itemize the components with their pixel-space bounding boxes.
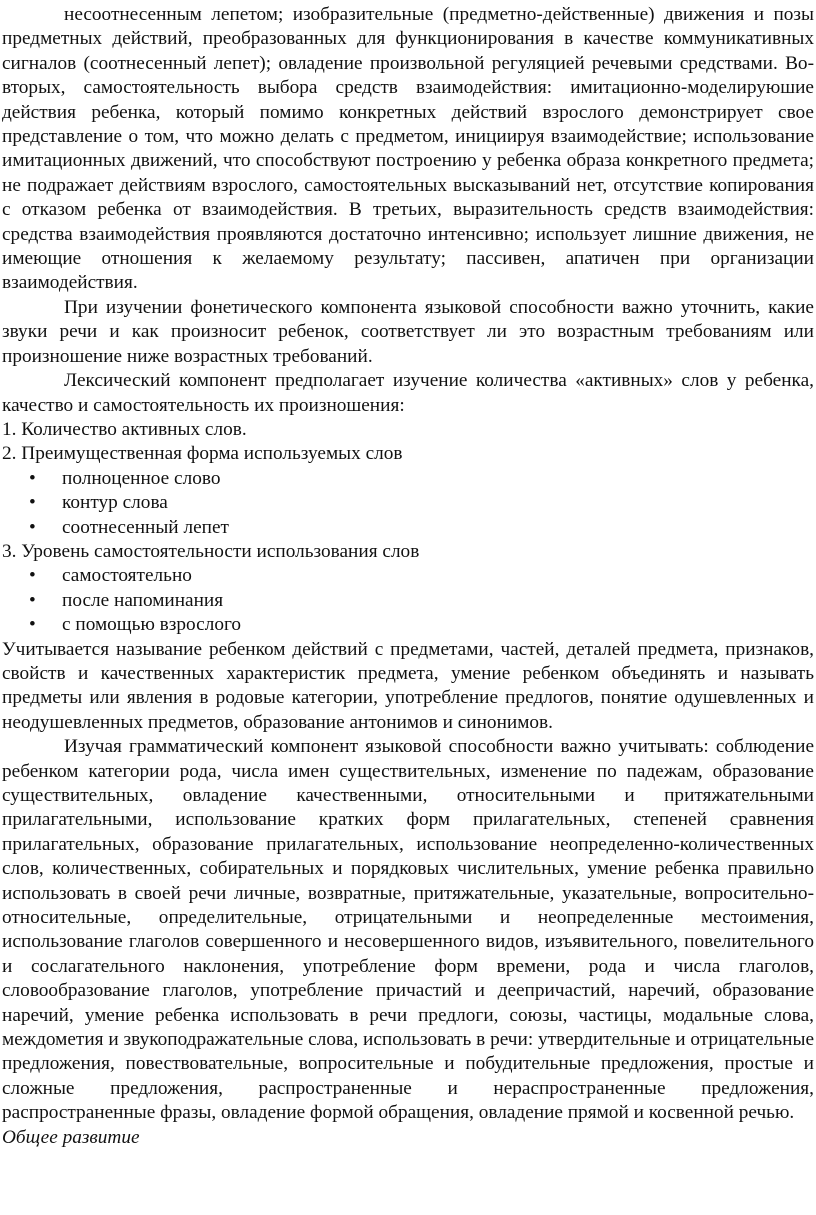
bullet-dot-icon: • [29,565,36,587]
bullet-text: с помощью взрослого [62,614,242,636]
word-form-bullet-list [2,467,814,540]
paragraph-grammatical-component: Изучая грамматический компонент языковой способности важно учитывать: соблюдение ребенком категории рода, числа имен существительных, изменение по падежам, образование существительных, овладение качественными, относительными и притяжательными прилагательными, использование кратких форм прилагательных, степеней сравнения прилагательных, образование прилагательных, использование неопределенно-количественных слов, количественных, собирательных и порядковых числительных, умение ребенка правильно использовать в своей речи личные, возвратные, притяжательные, указательные, вопросительно-относительные, определительные, отрицательными и неопределенные местоимения, использование глаголов совершенного и несовершенного видов, изъявительного, повелительного и сослагательного наклонения, употребление форм времени, рода и числа глаголов, словообразование глаголов, употребление причастий и деепричастий, наречий, образование наречий, умение ребенка использовать в речи предлоги, союзы, частицы, модальные слова, междометия и звукоподражательные слова, использовать в речи: утвердительные и отрицательные предложения, повествовательные, вопросительные и побудительные предложения, простые и сложные предложения, распространенные и нераспространенные предложения, распространенные фразы, овладение формой обращения, овладение прямой и косвенной речью. [2,736,814,1124]
bullet-item [2,467,814,491]
bullet-item [2,613,814,637]
bullet-text: полноценное слово [62,467,221,489]
bullet-item [2,516,814,540]
bullet-text: после напоминания [62,589,224,611]
bullet-dot-icon: • [29,516,36,538]
list-item-independence-level: 3. Уровень самостоятельности использования слов [2,540,420,562]
bullet-item [2,564,814,588]
list-item-word-form: 2. Преимущественная форма используемых слов [2,443,403,465]
paragraph-lexical-component: Лексический компонент предполагает изучение количества «активных» слов у ребенка, качество и самостоятельность их произношения: [2,370,814,416]
bullet-item [2,491,814,515]
list-item-active-words: 1. Количество активных слов. [2,418,247,440]
bullet-text: самостоятельно [62,565,192,587]
paragraph-phonetic-component: При изучении фонетического компонента языковой способности важно уточнить, какие звуки речи и как произносит ребенок, соответствует ли это возрастным требованиям или произношение ниже возрастных требований. [2,296,814,367]
bullet-text: контур слова [62,492,168,514]
bullet-dot-icon: • [29,614,36,636]
section-heading-general-development: Общее развитие [2,1126,140,1148]
independence-bullet-list [2,564,814,637]
paragraph-naming-actions: Учитывается называние ребенком действий с предметами, частей, деталей предмета, признаков, свойств и качественных характеристик предмета, умение ребенком объединять и называть предметы или явления в родовые категории, употребление предлогов, понятие одушевленных и неодушевленных предметов, образование антонимов и синонимов. [2,638,814,733]
bullet-dot-icon: • [29,467,36,489]
bullet-item [2,589,814,613]
bullet-text: соотнесенный лепет [62,516,229,538]
bullet-dot-icon: • [29,589,36,611]
bullet-dot-icon: • [29,492,36,514]
paragraph-interaction-means: несоотнесенным лепетом; изобразительные (предметно-действенные) движения и позы предметных действий, преобразованных для функционирования в качестве коммуникативных сигналов (соотнесенный лепет); овладение произвольной регуляцией речевыми средствами. Во-вторых, самостоятельность выбора средств взаимодействия: имитационно-моделируюшие действия ребенка, который помимо конкретных действий взрослого демонстрирует свое представление о том, что можно делать с предметом, инициируя взаимодействие; использование имитационных движений, что способствуют построению у ребенка образа конкретного предмета; не подражает действиям взрослого, самостоятельных высказываний нет, отсутствие копирования с отказом ребенка от взаимодействия. В третьих, выразительность средств взаимодействия: средства взаимодействия проявляются достаточно интенсивно; использует лишние движения, не имеющие отношения к желаемому результату; пассивен, апатичен при организации взаимодействия. [2,4,814,294]
